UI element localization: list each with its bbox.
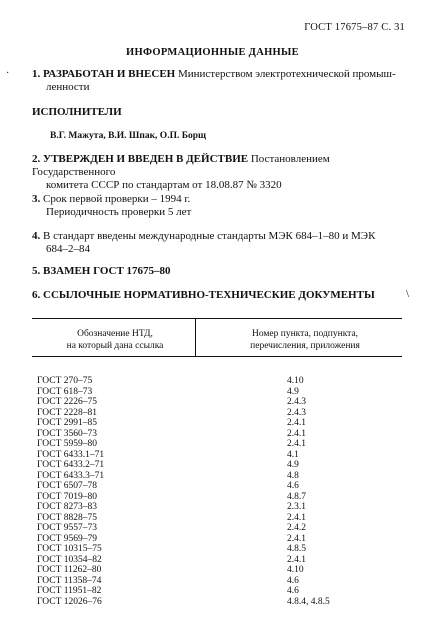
table-cell-reference: 4.6 <box>287 481 299 491</box>
page-header: ГОСТ 17675–87 С. 31 <box>304 22 405 33</box>
table-cell-document: ГОСТ 5959–80 <box>37 439 97 449</box>
item-2 <box>32 153 402 192</box>
table-cell-reference: 4.9 <box>287 460 299 470</box>
table-cell-reference: 4.10 <box>287 376 304 386</box>
table-cell-reference: 4.8.7 <box>287 491 306 502</box>
table-row <box>37 586 397 597</box>
table-header-reference <box>210 328 400 352</box>
table-cell-reference: 4.8.4, 4.8.5 <box>287 596 330 607</box>
table-row <box>37 471 397 482</box>
table-cell-reference: 4.8 <box>287 470 299 481</box>
table-row <box>37 418 397 429</box>
item-6-text: ССЫЛОЧНЫЕ НОРМАТИВНО-ТЕХНИЧЕСКИЕ ДОКУМЕНТЫ <box>43 289 375 301</box>
table-cell-document: ГОСТ 2226–75 <box>37 397 97 407</box>
table-cell-document: ГОСТ 3560–73 <box>37 428 97 439</box>
table-cell-reference: 2.4.1 <box>287 554 306 565</box>
table-cell-reference: 2.4.3 <box>287 407 306 418</box>
table-cell-reference: 2.4.2 <box>287 523 306 533</box>
item-4-line2: 684–2–84 <box>46 243 90 255</box>
item-3-number: 3. <box>32 193 41 205</box>
item-2-text: Постановлением Государственного <box>32 153 330 178</box>
table-body <box>37 376 397 607</box>
table-cell-reference: 4.9 <box>287 386 299 397</box>
table-cell-document: ГОСТ 10354–82 <box>37 554 102 565</box>
table-cell-document: ГОСТ 8828–75 <box>37 512 97 523</box>
table-row <box>37 565 397 576</box>
table-cell-document: ГОСТ 6433.2–71 <box>37 460 105 470</box>
table-cell-reference: 4.10 <box>287 565 304 575</box>
table-row <box>37 576 397 587</box>
item-1-number: 1. <box>32 68 41 80</box>
table-row <box>37 376 397 387</box>
table-row <box>37 502 397 513</box>
performers-list: В.Г. Мажута, В.И. Шпак, О.П. Борщ <box>50 131 207 141</box>
table-cell-reference: 4.8.5 <box>287 544 306 554</box>
table-cell-reference: 2.3.1 <box>287 502 306 512</box>
item-4-line1: В стандарт введены международные стандарты МЭК 684–1–80 и МЭК <box>43 230 376 242</box>
page-title: ИНФОРМАЦИОННЫЕ ДАННЫЕ <box>126 47 299 58</box>
table-cell-reference: 2.4.1 <box>287 439 306 449</box>
table-column-divider <box>195 318 196 356</box>
table-row <box>37 597 397 608</box>
table-header-document-line2: на который дана ссылка <box>66 341 164 351</box>
table-cell-document: ГОСТ 12026–76 <box>37 596 102 607</box>
table-cell-document: ГОСТ 11951–82 <box>37 586 102 596</box>
table-cell-reference: 2.4.1 <box>287 533 306 544</box>
table-row <box>37 408 397 419</box>
item-1-text: Министерством электротехнической промыш- <box>175 68 396 80</box>
item-3-line2: Периодичность проверки 5 лет <box>46 206 192 218</box>
item-4-number: 4. <box>32 230 41 242</box>
scan-mark-right: \ <box>406 288 410 300</box>
table-cell-document: ГОСТ 11358–74 <box>37 575 102 586</box>
table-cell-document: ГОСТ 11262–80 <box>37 565 102 575</box>
table-row <box>37 544 397 555</box>
table-row <box>37 387 397 398</box>
table-cell-document: ГОСТ 10315–75 <box>37 544 102 554</box>
table-row <box>37 534 397 545</box>
item-2-continuation: комитета СССР по стандартам от 18.08.87 № 3320 <box>46 179 282 191</box>
table-cell-document: ГОСТ 9557–73 <box>37 523 97 533</box>
table-header-document <box>40 328 190 352</box>
item-5-text: ВЗАМЕН ГОСТ 17675–80 <box>43 265 171 277</box>
table-row <box>37 513 397 524</box>
table-cell-document: ГОСТ 9569–79 <box>37 533 97 544</box>
table-row <box>37 397 397 408</box>
table-cell-reference: 4.1 <box>287 449 299 460</box>
table-cell-reference: 2.4.3 <box>287 397 306 407</box>
scan-mark: · <box>6 68 10 79</box>
table-row <box>37 450 397 461</box>
table-row <box>37 439 397 450</box>
table-header-document-line1: Обозначение НТД, <box>77 329 153 339</box>
item-1 <box>32 68 402 94</box>
table-row <box>37 429 397 440</box>
table-row <box>37 523 397 534</box>
item-6-number: 6. <box>32 289 41 301</box>
table-cell-document: ГОСТ 6433.1–71 <box>37 449 105 460</box>
table-row <box>37 460 397 471</box>
table-header-reference-line1: Номер пункта, подпункта, <box>251 329 359 339</box>
table-cell-document: ГОСТ 7019–80 <box>37 491 97 502</box>
table-cell-document: ГОСТ 6507–78 <box>37 481 97 491</box>
performers-heading: ИСПОЛНИТЕЛИ <box>32 106 122 118</box>
table-cell-document: ГОСТ 270–75 <box>37 376 93 386</box>
item-5 <box>32 265 402 278</box>
table-row <box>37 555 397 566</box>
table-cell-reference: 4.6 <box>287 575 299 586</box>
item-6 <box>32 289 402 302</box>
table-cell-document: ГОСТ 2228–81 <box>37 407 97 418</box>
table-top-rule <box>32 318 402 319</box>
item-4 <box>32 230 402 256</box>
table-cell-document: ГОСТ 8273–83 <box>37 502 97 512</box>
item-1-bold: РАЗРАБОТАН И ВНЕСЕН <box>43 68 176 80</box>
table-cell-reference: 2.4.1 <box>287 512 306 523</box>
item-5-number: 5. <box>32 265 41 277</box>
table-cell-reference: 2.4.1 <box>287 418 306 428</box>
item-1-continuation: ленности <box>46 81 90 93</box>
item-2-number: 2. <box>32 153 41 165</box>
table-cell-document: ГОСТ 6433.3–71 <box>37 470 105 481</box>
table-row <box>37 481 397 492</box>
item-3 <box>32 193 402 219</box>
item-3-line1: Срок первой проверки – 1994 г. <box>43 193 191 205</box>
table-cell-document: ГОСТ 618–73 <box>37 386 93 397</box>
table-cell-reference: 2.4.1 <box>287 428 306 439</box>
table-cell-reference: 4.6 <box>287 586 299 596</box>
item-2-bold: УТВЕРЖДЕН И ВВЕДЕН В ДЕЙСТВИЕ <box>43 153 249 165</box>
table-cell-document: ГОСТ 2991–85 <box>37 418 97 428</box>
table-header-reference-line2: перечисления, приложения <box>250 341 360 351</box>
table-header-rule <box>32 356 402 357</box>
table-row <box>37 492 397 503</box>
